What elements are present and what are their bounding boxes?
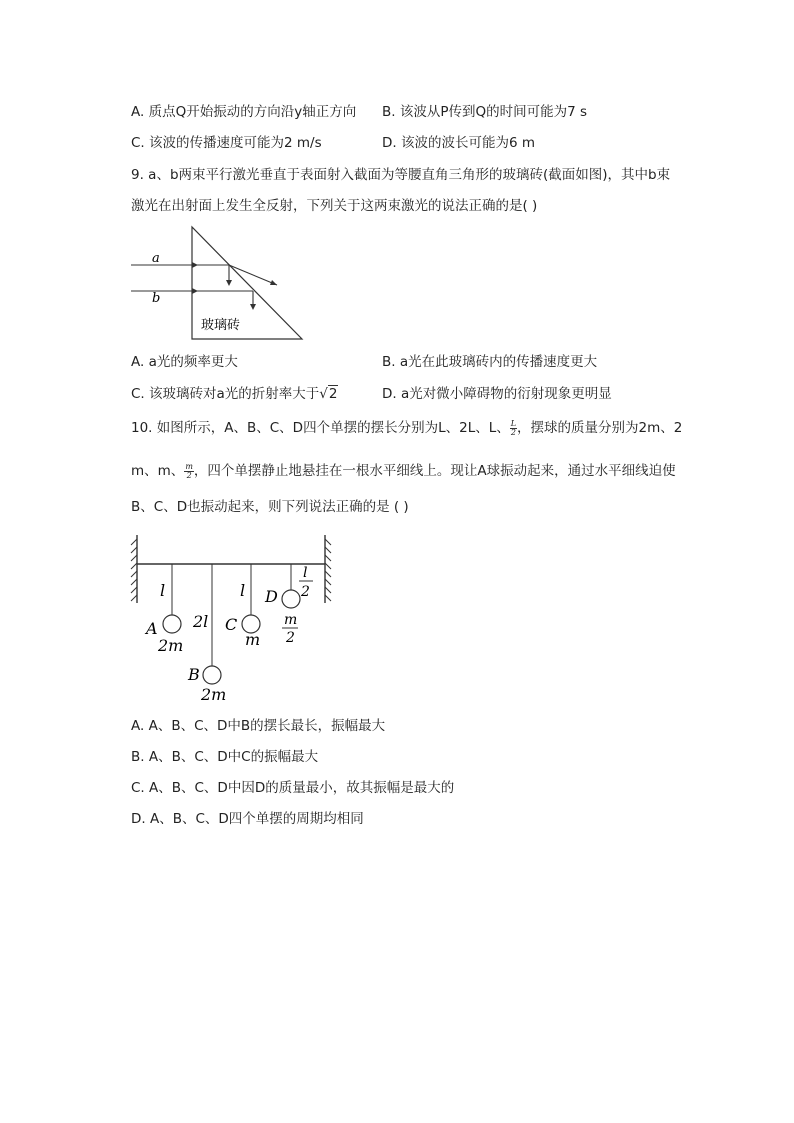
q9-option-b: B. a光在此玻璃砖内的传播速度更大 xyxy=(382,354,598,370)
q10-stem-line2 xyxy=(131,458,676,484)
fraction-l-over-2: $\frac{L}{2}$ xyxy=(510,418,517,437)
pendulum-a-bob xyxy=(163,615,181,633)
q9-option-c xyxy=(131,384,338,404)
left-wall-hatch xyxy=(131,539,137,601)
label-a: a xyxy=(152,251,160,266)
mass-label-b: 2m xyxy=(201,685,227,704)
length-label-b: 2l xyxy=(193,612,209,631)
q9-prism-diagram xyxy=(125,222,310,342)
length-label-a: l xyxy=(160,581,166,600)
beam-a-refracted-arrow xyxy=(270,280,277,285)
mass-label-d-num: m xyxy=(284,612,298,628)
q10-stem-line1 xyxy=(131,415,682,441)
q10-option-b: B. A、B、C、D中C的振幅最大 xyxy=(131,749,319,765)
label-glass: 玻璃砖 xyxy=(201,318,241,333)
q10-stem-line3: B、C、D也振动起来，则下列说法正确的是 ( ) xyxy=(131,499,409,515)
q8-option-c: C. 该波的传播速度可能为2 m/s xyxy=(131,135,322,151)
q10-option-a: A. A、B、C、D中B的摆长最长，振幅最大 xyxy=(131,718,386,734)
sqrt-symbol: √ xyxy=(319,386,328,402)
q8-option-d: D. 该波的波长可能为6 m xyxy=(382,135,536,151)
name-label-b: B xyxy=(188,665,200,684)
pendulum-d-bob xyxy=(282,590,300,608)
q8-option-a: A. 质点Q开始振动的方向沿y轴正方向 xyxy=(131,104,357,120)
q10-option-d: D. A、B、C、D四个单摆的周期均相同 xyxy=(131,811,364,827)
beam-b-arrow xyxy=(192,288,198,294)
pendulum-b-bob xyxy=(203,666,221,684)
mass-label-a: 2m xyxy=(158,636,184,655)
q10-stem-line1-pre: 10. 如图所示，A、B、C、D四个单摆的摆长分别为L、2L、L、 xyxy=(131,420,510,436)
right-wall-hatch xyxy=(325,539,331,601)
length-label-d-num: l xyxy=(303,565,308,581)
name-label-d: D xyxy=(265,587,278,606)
q8-option-b: B. 该波从P传到Q的时间可能为7 s xyxy=(382,104,588,120)
q9-option-c-text: C. 该玻璃砖对a光的折射率大于 xyxy=(131,386,320,402)
q10-stem-line1-post: ，摆球的质量分别为2m、2 xyxy=(517,420,683,436)
beam-a-arrow xyxy=(192,262,198,268)
q10-pendulum-diagram xyxy=(125,530,340,705)
q10-stem-line2-post: ，四个单摆静止地悬挂在一根水平细线上。现让A球振动起来，通过水平细线迫使 xyxy=(193,463,676,479)
beam-a-refracted xyxy=(229,265,277,285)
q9-option-a: A. a光的频率更大 xyxy=(131,354,238,370)
q9-stem-line2: 激光在出射面上发生全反射，下列关于这两束激光的说法正确的是( ) xyxy=(131,198,538,214)
length-label-c: l xyxy=(240,581,246,600)
name-label-a: A xyxy=(146,619,158,638)
fraction-m-over-2: $\frac{m}{2}$ xyxy=(185,461,193,480)
q10-option-c: C. A、B、C、D中因D的质量最小，故其振幅是最大的 xyxy=(131,780,455,796)
beam-a-reflected-arrow xyxy=(226,280,232,286)
q10-stem-line2-pre: m、m、 xyxy=(131,463,185,479)
q9-stem-line1: 9. a、b两束平行激光垂直于表面射入截面为等腰直角三角形的玻璃砖(截面如图)，其中b束 xyxy=(131,167,671,183)
q9-option-d: D. a光对微小障碍物的衍射现象更明显 xyxy=(382,386,612,402)
name-label-c: C xyxy=(225,615,238,634)
mass-label-c: m xyxy=(245,630,261,649)
label-b: b xyxy=(152,291,161,306)
mass-label-d-den: 2 xyxy=(286,630,295,646)
beam-b-reflected-arrow xyxy=(250,304,256,310)
sqrt-radicand: 2 xyxy=(328,386,338,402)
length-label-d-den: 2 xyxy=(301,584,310,600)
